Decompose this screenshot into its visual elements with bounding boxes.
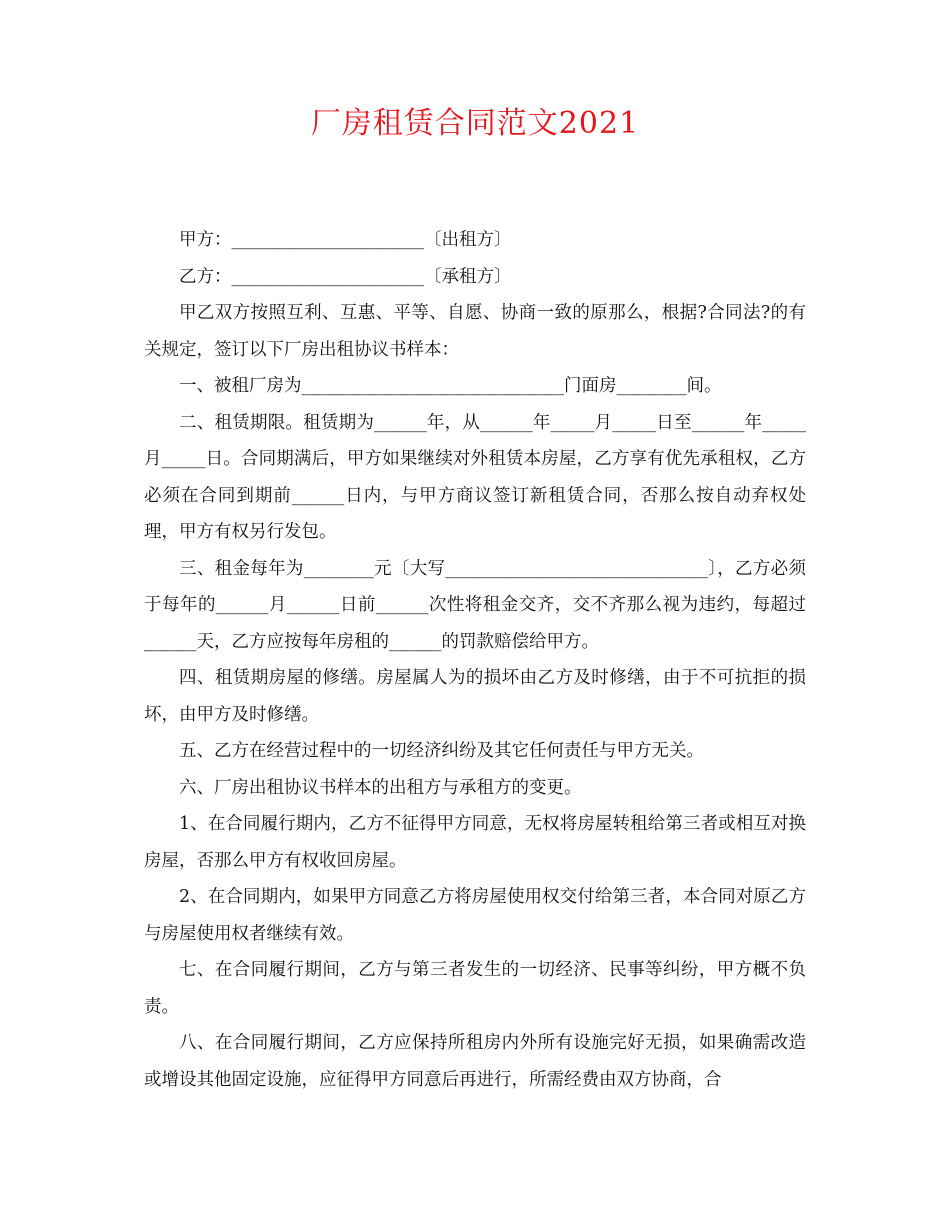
clause-4-repairs: 四、租赁期房屋的修缮。房屋属人为的损坏由乙方及时修缮，由于不可抗拒的损坏，由甲方及时修缮。	[144, 668, 806, 725]
document-title: 厂房租赁合同范文2021	[310, 106, 640, 141]
party-b-line: 乙方：______________________〔承租方〕	[179, 266, 512, 287]
party-a-line: 甲方：______________________〔出租方〕	[179, 230, 512, 250]
clause-3-rent: 三、租金每年为________元〔大写______________________________〕，乙方必须于每年的______月______日前______次性将租金交齐，交不齐那么视为违约，每超过______天，乙方应按每年房租的______的罚款赔偿给甲方。	[144, 558, 806, 652]
clause-1-premises: 一、被租厂房为______________________________门面房________间。	[179, 376, 722, 396]
clause-6-change-of-parties: 六、厂房出租协议书样本的出租方与承租方的变更。	[179, 777, 582, 798]
clause-8-facilities: 八、在合同履行期间，乙方应保持所租房内外所有设施完好无损，如果确需改造或增设其他固定设施，应征得甲方同意后再进行，所需经费由双方协商，合	[144, 1033, 806, 1090]
document-body	[144, 222, 806, 1098]
preamble-paragraph: 甲乙双方按照互利、互惠、平等、自愿、协商一致的原那么，根据?合同法?的有关规定，签订以下厂房出租协议书样本：	[144, 303, 806, 360]
clause-6-item-2: 2、在合同期内，如果甲方同意乙方将房屋使用权交付给第三者，本合同对原乙方与房屋使用权者继续有效。	[144, 887, 806, 944]
clause-2-term: 二、租赁期限。租赁期为______年，从______年_____月_____日至______年_____月_____日。合同期满后，甲方如果继续对外租赁本房屋，乙方享有优先承租权，乙方必须在合同到期前______日内，与甲方商议签订新租赁合同，否那么按自动弃权处理，甲方有权另行发包。	[144, 412, 806, 542]
clause-5-liability: 五、乙方在经营过程中的一切经济纠纷及其它任何责任与甲方无关。	[179, 741, 704, 761]
clause-6-item-1: 1、在合同履行期内，乙方不征得甲方同意，无权将房屋转租给第三者或相互对换房屋，否那么甲方有权收回房屋。	[144, 814, 806, 871]
clause-7-disputes: 七、在合同履行期间，乙方与第三者发生的一切经济、民事等纠纷，甲方概不负责。	[144, 960, 806, 1017]
